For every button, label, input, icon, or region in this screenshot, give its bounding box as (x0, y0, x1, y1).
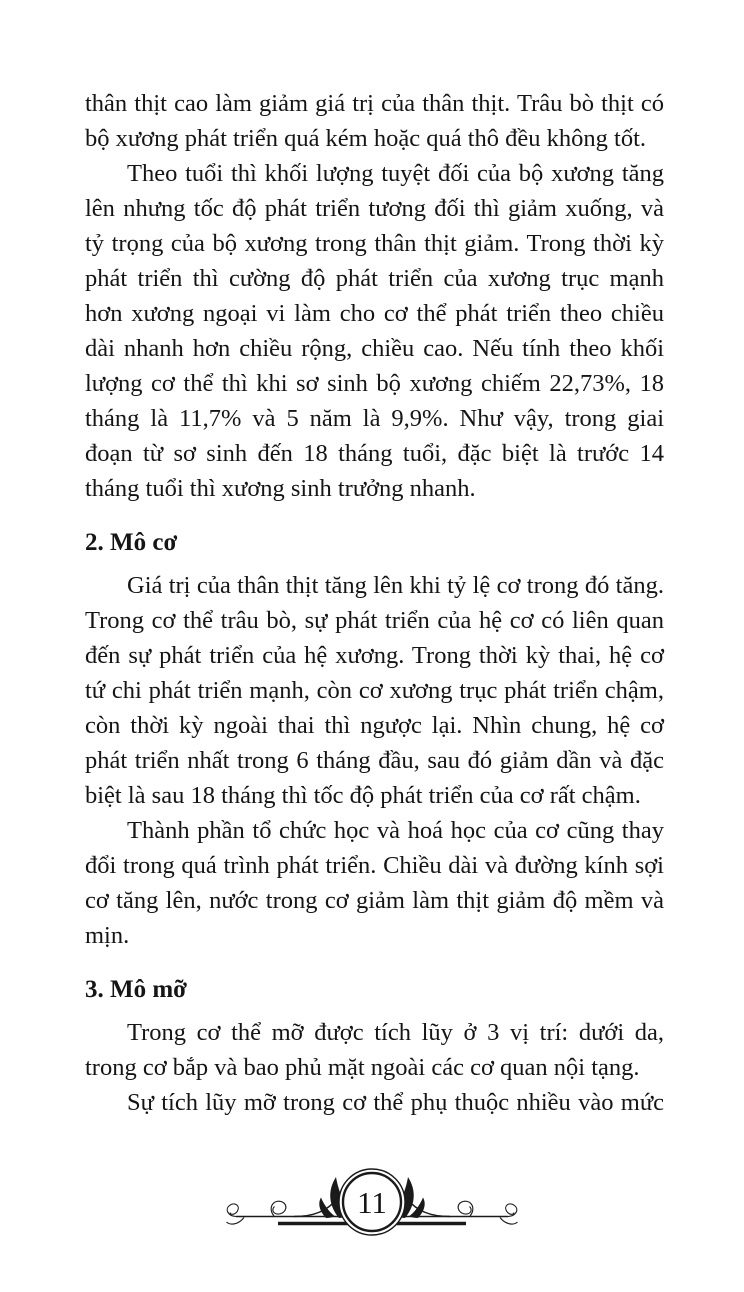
page-content (85, 86, 664, 1120)
paragraph-bone-carcass: thân thịt cao làm giảm giá trị của thân thịt. Trâu bò thịt có bộ xương phát triển quá kém hoặc quá thô đều không tốt. (85, 90, 664, 152)
paragraph-muscle-composition: Thành phần tổ chức học và hoá học của cơ cũng thay đổi trong quá trình phát triển. Chiều dài và đường kính sợi cơ tăng lên, nước trong cơ giảm làm thịt giảm độ mềm và mịn. (85, 817, 664, 949)
section-heading-fat-tissue: 3. Mô mỡ (85, 976, 188, 1003)
paragraph-muscle-development: Giá trị của thân thịt tăng lên khi tỷ lệ cơ trong đó tăng. Trong cơ thể trâu bò, sự phát triển của hệ cơ có liên quan đến sự phát triển của hệ xương. Trong thời kỳ thai, hệ cơ tứ chi phát triển mạnh, còn cơ xương trục phát triển chậm, còn thời kỳ ngoài thai thì ngược lại. Nhìn chung, hệ cơ phát triển nhất trong 6 tháng đầu, sau đó giảm dần và đặc biệt là sau 18 tháng thì tốc độ phát triển của cơ rất chậm. (85, 572, 664, 809)
ornament-svg (222, 1152, 522, 1256)
paragraph-fat-locations: Trong cơ thể mỡ được tích lũy ở 3 vị trí: dưới da, trong cơ bắp và bao phủ mặt ngoài các cơ quan nội tạng. (85, 1019, 664, 1081)
paragraph-fat-accumulation: Sự tích lũy mỡ trong cơ thể phụ thuộc nhiều vào mức (127, 1089, 664, 1116)
page-footer-ornament (222, 1152, 522, 1256)
page-number-circle (339, 1169, 405, 1235)
section-heading-muscle-tissue: 2. Mô cơ (85, 529, 178, 556)
page-number: 11 (357, 1185, 387, 1220)
paragraph-bone-growth: Theo tuổi thì khối lượng tuyệt đối của bộ xương tăng lên nhưng tốc độ phát triển tương đối thì giảm xuống, và tỷ trọng của bộ xương trong thân thịt giảm. Trong thời kỳ phát triển thì cường độ phát triển của xương trục mạnh hơn xương ngoại vi làm cho cơ thể phát triển theo chiều dài nhanh hơn chiều rộng, chiều cao. Nếu tính theo khối lượng cơ thể thì khi sơ sinh bộ xương chiếm 22,73%, 18 tháng là 11,7% và 5 năm là 9,9%. Như vậy, trong giai đoạn từ sơ sinh đến 18 tháng tuổi, đặc biệt là trước 14 tháng tuổi thì xương sinh trưởng nhanh. (85, 160, 664, 502)
